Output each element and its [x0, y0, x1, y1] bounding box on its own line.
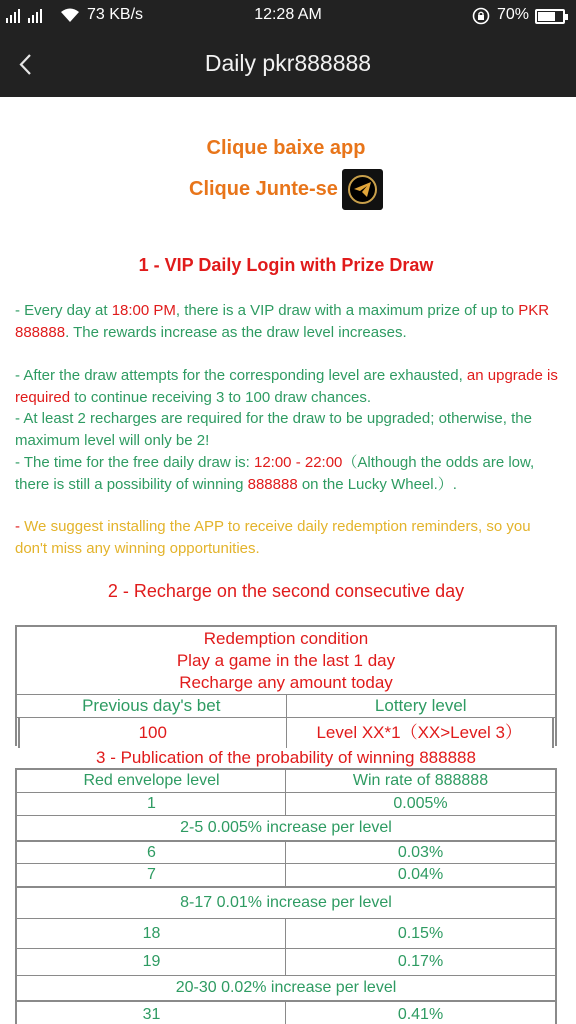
table-row — [18, 718, 554, 748]
probability-table — [15, 768, 557, 1024]
table-row-rate: 0.04% — [397, 866, 444, 883]
section-1-title: 1 - VIP Daily Login with Prize Draw — [138, 255, 434, 275]
table-row-rate: 0.41% — [397, 1006, 444, 1023]
text-segment: - — [15, 518, 25, 535]
condition-recharge: Recharge any amount today — [179, 673, 393, 692]
text-segment: , there is a VIP draw with a maximum prize of up to — [175, 302, 519, 319]
download-app-link[interactable]: Clique baixe app — [206, 137, 366, 159]
redemption-conditions — [17, 627, 555, 694]
text-segment: - The time for the free daily draw is: — [15, 454, 254, 471]
redemption-title: Redemption condition — [203, 629, 369, 648]
table-row-level: 1 — [147, 795, 156, 812]
condition-game: Play a game in the last 1 day — [176, 651, 396, 670]
table-row-level: 18 — [142, 925, 161, 942]
col-win-rate: Win rate of 888888 — [352, 772, 489, 789]
col-previous-bet: Previous day's bet — [17, 695, 287, 718]
battery-level — [538, 12, 555, 21]
install-app-paragraph — [15, 516, 560, 560]
join-link[interactable]: Clique Junte-se — [189, 178, 338, 200]
jackpot-amount: 888888 — [247, 476, 298, 493]
network-speed: 73 KB/s — [87, 6, 144, 23]
table-row-rate: 0.005% — [393, 795, 448, 812]
text-segment: to continue receiving 3 to 100 draw chances. — [70, 389, 372, 406]
section-3-title: 3 - Publication of the probability of winning 888888 — [96, 748, 476, 767]
text-segment: （Although the odds are low, there is still a possibility of winning — [15, 454, 535, 493]
battery-icon — [535, 9, 565, 24]
telegram-icon — [353, 181, 373, 199]
text-segment: - After the draw attempts for the corresponding level are exhausted, — [15, 367, 467, 384]
text-segment: . The rewards increase as the draw level increases. — [65, 324, 407, 341]
table-row-level: 19 — [142, 953, 161, 970]
group-row: 2-5 0.005% increase per level — [180, 819, 392, 836]
text-segment: - Every day at — [15, 302, 112, 319]
upgrade-paragraph — [15, 365, 560, 409]
group-row: 8-17 0.01% increase per level — [180, 894, 392, 911]
free-draw-paragraph — [15, 452, 560, 496]
recharge-rule-paragraph: - At least 2 recharges are required for the draw to be upgraded; otherwise, the maximum level will only be 2! — [15, 410, 532, 449]
page-title: Daily pkr888888 — [204, 50, 372, 76]
section-2-title: 2 - Recharge on the second consecutive day — [107, 581, 465, 601]
battery-percent: 70% — [497, 6, 530, 23]
table-header-row — [17, 695, 555, 718]
table-row-level: 7 — [147, 866, 156, 883]
free-draw-time: 12:00 - 22:00 — [253, 454, 343, 471]
text-segment: on the Lucky Wheel.）. — [297, 476, 457, 493]
vip-draw-paragraph — [15, 300, 560, 344]
clock: 12:28 AM — [254, 6, 322, 23]
col-red-envelope-level: Red envelope level — [83, 772, 220, 789]
table-row-rate: 0.03% — [397, 844, 444, 861]
table-row-level: 6 — [147, 844, 156, 861]
table-row-rate: 0.15% — [397, 925, 444, 942]
install-suggestion: We suggest installing the APP to receive daily redemption reminders, so you don't miss any winning opportunities. — [15, 518, 531, 557]
content-area[interactable] — [0, 97, 576, 1024]
col-lottery-level: Lottery level — [374, 696, 467, 715]
redemption-table — [15, 625, 557, 746]
lottery-value: Level XX*1（XX>Level 3） — [316, 723, 523, 742]
max-prize: PKR 888888 — [15, 302, 550, 341]
bet-value: 100 — [20, 718, 287, 748]
upgrade-required: an upgrade is required — [15, 367, 558, 406]
draw-time: 18:00 PM — [111, 302, 176, 319]
rotation-lock-icon — [472, 7, 490, 25]
table-row-rate: 0.17% — [397, 953, 444, 970]
telegram-button[interactable] — [342, 169, 383, 210]
status-bar — [0, 0, 576, 33]
group-row: 20-30 0.02% increase per level — [175, 979, 397, 996]
app-header — [0, 33, 576, 97]
table-row-level: 31 — [142, 1006, 161, 1023]
